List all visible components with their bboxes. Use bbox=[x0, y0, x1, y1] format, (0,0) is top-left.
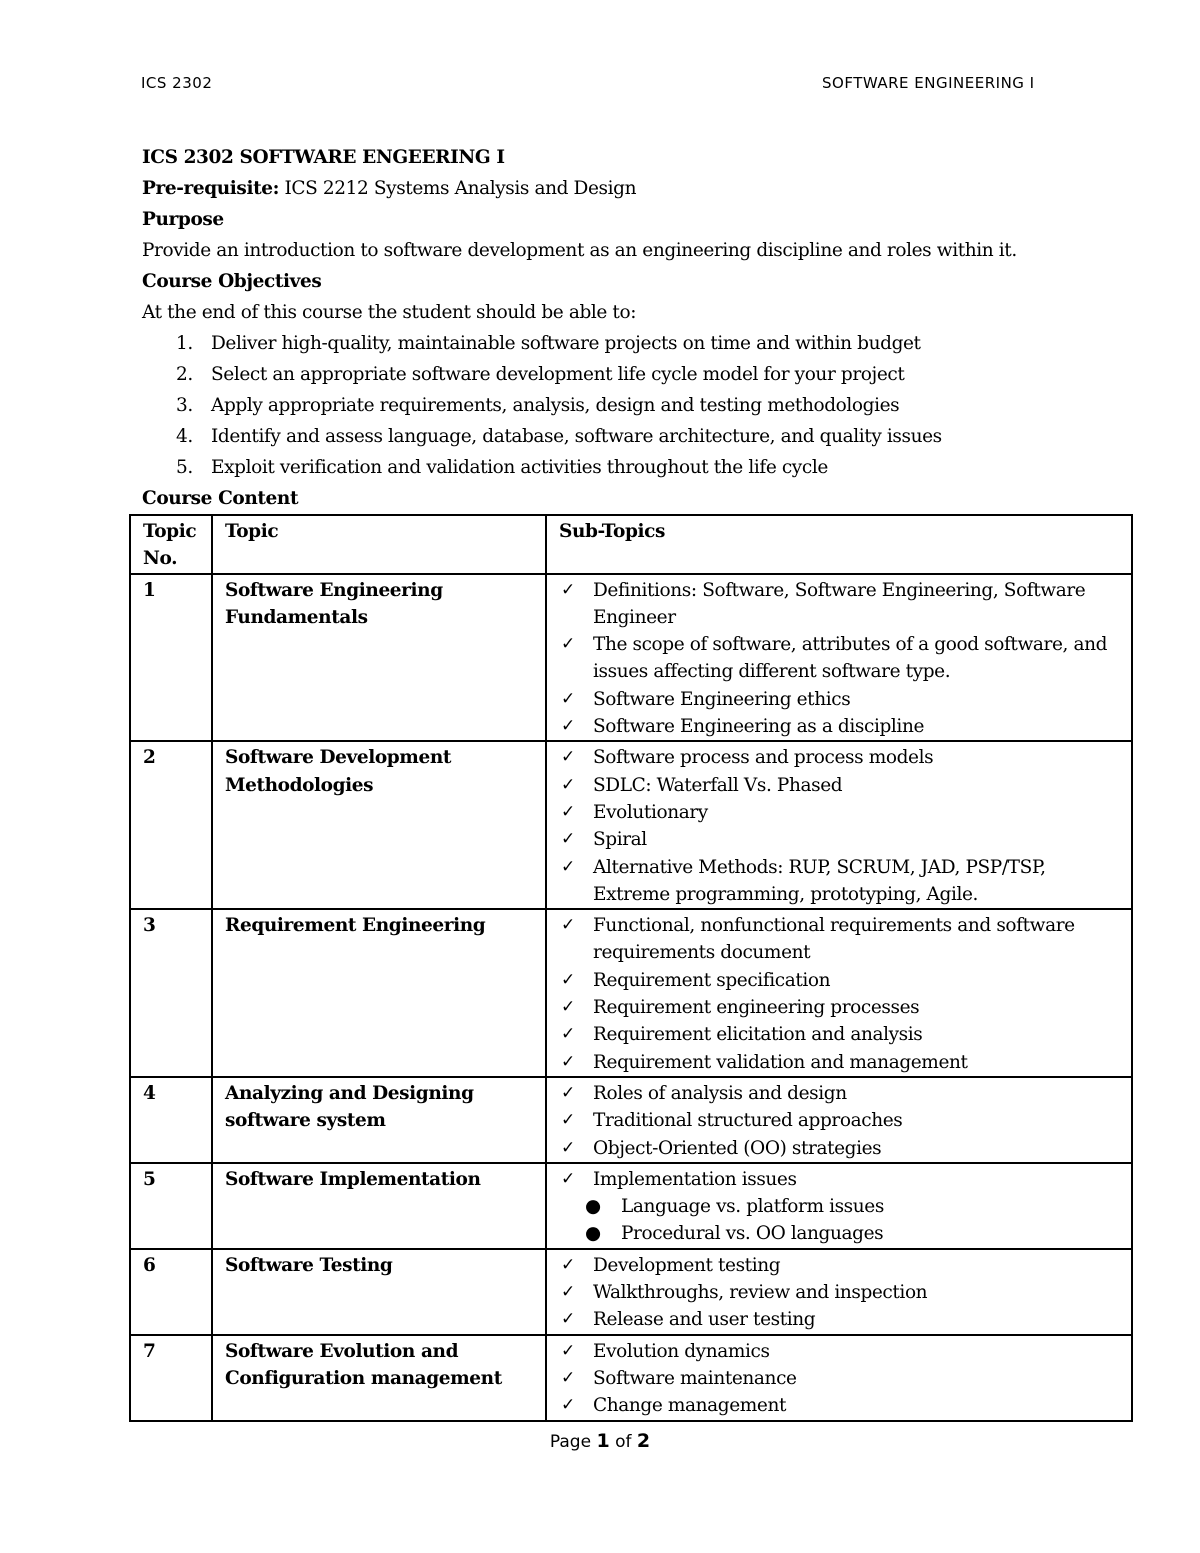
subtopic-text: Traditional structured approaches bbox=[593, 1110, 903, 1132]
prerequisite-line bbox=[142, 173, 1132, 204]
objective-number: 4. bbox=[176, 426, 193, 447]
bullet-icon: ● bbox=[585, 1223, 601, 1245]
subtopic-item bbox=[559, 744, 1119, 771]
subtopic-item bbox=[559, 1392, 1119, 1419]
objective-item bbox=[142, 328, 1132, 359]
checkmark-icon: ✓ bbox=[561, 747, 575, 768]
objective-text: Apply appropriate requirements, analysis, design and testing methodologies bbox=[211, 395, 900, 416]
objective-item bbox=[142, 421, 1132, 452]
table-row bbox=[130, 1163, 1132, 1249]
subtopic-item bbox=[559, 854, 1119, 909]
subtopic-item bbox=[559, 1107, 1119, 1134]
checkmark-icon: ✓ bbox=[561, 1110, 575, 1131]
subtopic-item bbox=[559, 686, 1119, 713]
subtopics-cell bbox=[546, 1077, 1132, 1163]
topic-number-cell: 7 bbox=[130, 1335, 212, 1421]
checkmark-icon: ✓ bbox=[561, 774, 575, 795]
table-row bbox=[130, 741, 1132, 909]
nested-subtopic-item bbox=[559, 1193, 1119, 1220]
checkmark-icon: ✓ bbox=[561, 1395, 575, 1416]
subtopic-text: Definitions: Software, Software Engineering, Software Engineer bbox=[593, 579, 1086, 628]
subtopic-item bbox=[559, 631, 1119, 686]
purpose-text: Provide an introduction to software development as an engineering discipline and roles within it. bbox=[142, 240, 1017, 261]
subtopic-item bbox=[559, 1166, 1119, 1193]
subtopic-text: Evolutionary bbox=[593, 801, 708, 823]
objective-text: Deliver high-quality, maintainable software projects on time and within budget bbox=[211, 333, 921, 354]
checkmark-icon: ✓ bbox=[561, 969, 575, 990]
checkmark-icon: ✓ bbox=[561, 1051, 575, 1072]
objective-item bbox=[142, 359, 1132, 390]
topic-cell: Software Implementation bbox=[212, 1163, 546, 1249]
subtopic-text: Requirement elicitation and analysis bbox=[593, 1024, 923, 1046]
column-header-topic-no: Topic No. bbox=[130, 515, 212, 574]
subtopics-cell bbox=[546, 1335, 1132, 1421]
nested-subtopic-text: Language vs. platform issues bbox=[621, 1196, 884, 1218]
bullet-icon: ● bbox=[585, 1196, 601, 1218]
topic-number-cell: 5 bbox=[130, 1163, 212, 1249]
subtopics-cell bbox=[546, 1163, 1132, 1249]
column-header-topic: Topic bbox=[212, 515, 546, 574]
subtopic-list bbox=[559, 744, 1119, 908]
subtopic-text: Development testing bbox=[593, 1254, 781, 1276]
subtopic-text: Software Engineering as a discipline bbox=[593, 716, 925, 738]
subtopic-text: Walkthroughs, review and inspection bbox=[593, 1282, 928, 1304]
checkmark-icon: ✓ bbox=[561, 801, 575, 822]
topic-number-cell: 3 bbox=[130, 909, 212, 1077]
footer-page-number: 1 bbox=[596, 1430, 610, 1452]
subtopic-item bbox=[559, 1279, 1119, 1306]
checkmark-icon: ✓ bbox=[561, 856, 575, 877]
subtopic-text: The scope of software, attributes of a good software, and issues affecting different software type. bbox=[593, 634, 1108, 683]
objective-text: Exploit verification and validation activities throughout the life cycle bbox=[211, 457, 828, 478]
subtopic-text: Object-Oriented (OO) strategies bbox=[593, 1137, 882, 1159]
header-course-code: ICS 2302 bbox=[141, 74, 213, 92]
subtopic-item bbox=[559, 799, 1119, 826]
topic-cell: Requirement Engineering bbox=[212, 909, 546, 1077]
subtopic-item bbox=[559, 1080, 1119, 1107]
nested-subtopic-item bbox=[559, 1220, 1119, 1247]
page-footer bbox=[0, 1430, 1200, 1452]
checkmark-icon: ✓ bbox=[561, 1309, 575, 1330]
topic-cell: Analyzing and Designing software system bbox=[212, 1077, 546, 1163]
topic-cell: Software Testing bbox=[212, 1249, 546, 1335]
objective-number: 3. bbox=[176, 395, 193, 416]
topic-number-cell: 4 bbox=[130, 1077, 212, 1163]
topic-cell: Software Engineering Fundamentals bbox=[212, 574, 546, 742]
subtopics-cell bbox=[546, 1249, 1132, 1335]
subtopic-text: Requirement validation and management bbox=[593, 1051, 968, 1073]
table-row bbox=[130, 1077, 1132, 1163]
header-course-title: SOFTWARE ENGINEERING I bbox=[822, 74, 1035, 92]
checkmark-icon: ✓ bbox=[561, 716, 575, 737]
subtopic-list bbox=[559, 1080, 1119, 1162]
subtopic-item bbox=[559, 1338, 1119, 1365]
objective-item bbox=[142, 452, 1132, 483]
subtopic-list bbox=[559, 577, 1119, 741]
subtopic-item bbox=[559, 826, 1119, 853]
subtopic-item bbox=[559, 1365, 1119, 1392]
prerequisite-label: Pre-requisite: bbox=[142, 178, 280, 199]
checkmark-icon: ✓ bbox=[561, 997, 575, 1018]
subtopic-item bbox=[559, 1135, 1119, 1162]
footer-of-word: of bbox=[609, 1432, 637, 1452]
subtopic-item bbox=[559, 1252, 1119, 1279]
checkmark-icon: ✓ bbox=[561, 1254, 575, 1275]
objective-number: 1. bbox=[176, 333, 193, 354]
subtopic-text: Alternative Methods: RUP, SCRUM, JAD, PSP/TSP, Extreme programming, prototyping, Agile. bbox=[593, 856, 1046, 905]
checkmark-icon: ✓ bbox=[561, 829, 575, 850]
subtopic-item bbox=[559, 772, 1119, 799]
subtopic-item bbox=[559, 1049, 1119, 1076]
checkmark-icon: ✓ bbox=[561, 1137, 575, 1158]
subtopic-text: Change management bbox=[593, 1395, 787, 1417]
subtopic-text: Software Engineering ethics bbox=[593, 688, 851, 710]
topic-number-cell: 1 bbox=[130, 574, 212, 742]
subtopic-text: Requirement specification bbox=[593, 969, 831, 991]
checkmark-icon: ✓ bbox=[561, 1367, 575, 1388]
checkmark-icon: ✓ bbox=[561, 1282, 575, 1303]
subtopic-item bbox=[559, 994, 1119, 1021]
table-row bbox=[130, 1335, 1132, 1421]
footer-page-word: Page bbox=[549, 1432, 597, 1452]
subtopic-list bbox=[559, 1338, 1119, 1420]
document-body bbox=[142, 142, 1132, 514]
subtopic-item bbox=[559, 713, 1119, 740]
subtopics-cell bbox=[546, 909, 1132, 1077]
subtopics-cell bbox=[546, 574, 1132, 742]
subtopic-text: SDLC: Waterfall Vs. Phased bbox=[593, 774, 843, 796]
subtopic-item bbox=[559, 967, 1119, 994]
column-header-subtopics: Sub-Topics bbox=[546, 515, 1132, 574]
table-row bbox=[130, 909, 1132, 1077]
content-heading: Course Content bbox=[142, 488, 299, 509]
checkmark-icon: ✓ bbox=[561, 579, 575, 600]
subtopic-text: Software process and process models bbox=[593, 747, 934, 769]
checkmark-icon: ✓ bbox=[561, 1082, 575, 1103]
subtopic-text: Software maintenance bbox=[593, 1367, 797, 1389]
topic-cell: Software Evolution and Configuration management bbox=[212, 1335, 546, 1421]
nested-subtopic-list bbox=[559, 1193, 1119, 1248]
subtopic-text: Roles of analysis and design bbox=[593, 1082, 847, 1104]
objective-text: Identify and assess language, database, software architecture, and quality issues bbox=[211, 426, 942, 447]
topic-number-cell: 6 bbox=[130, 1249, 212, 1335]
objective-text: Select an appropriate software development life cycle model for your project bbox=[211, 364, 905, 385]
topic-cell: Software Development Methodologies bbox=[212, 741, 546, 909]
checkmark-icon: ✓ bbox=[561, 688, 575, 709]
subtopic-item bbox=[559, 1306, 1119, 1333]
subtopics-cell bbox=[546, 741, 1132, 909]
subtopic-text: Requirement engineering processes bbox=[593, 997, 920, 1019]
objective-number: 5. bbox=[176, 457, 193, 478]
prerequisite-value: ICS 2212 Systems Analysis and Design bbox=[279, 178, 637, 199]
subtopic-text: Release and user testing bbox=[593, 1309, 816, 1331]
subtopic-item bbox=[559, 1021, 1119, 1048]
objectives-intro: At the end of this course the student should be able to: bbox=[142, 302, 637, 323]
subtopic-list bbox=[559, 912, 1119, 1076]
checkmark-icon: ✓ bbox=[561, 634, 575, 655]
page-title: ICS 2302 SOFTWARE ENGEERING I bbox=[142, 147, 505, 168]
subtopic-text: Spiral bbox=[593, 829, 647, 851]
subtopic-list bbox=[559, 1252, 1119, 1334]
subtopic-text: Implementation issues bbox=[593, 1168, 797, 1190]
checkmark-icon: ✓ bbox=[561, 1340, 575, 1361]
course-content-table bbox=[129, 514, 1133, 1422]
table-header-row bbox=[130, 515, 1132, 574]
objective-number: 2. bbox=[176, 364, 193, 385]
subtopic-list bbox=[559, 1166, 1119, 1193]
footer-page-total: 2 bbox=[636, 1430, 651, 1452]
purpose-heading: Purpose bbox=[142, 209, 224, 230]
topic-number-cell: 2 bbox=[130, 741, 212, 909]
objective-item bbox=[142, 390, 1132, 421]
checkmark-icon: ✓ bbox=[561, 1168, 575, 1189]
objectives-list bbox=[142, 328, 1132, 483]
subtopic-text: Evolution dynamics bbox=[593, 1340, 770, 1362]
subtopic-item bbox=[559, 912, 1119, 967]
table-row bbox=[130, 1249, 1132, 1335]
table-row bbox=[130, 574, 1132, 742]
subtopic-item bbox=[559, 577, 1119, 632]
nested-subtopic-text: Procedural vs. OO languages bbox=[621, 1223, 884, 1245]
checkmark-icon: ✓ bbox=[561, 915, 575, 936]
objectives-heading: Course Objectives bbox=[142, 271, 322, 292]
subtopic-text: Functional, nonfunctional requirements and software requirements document bbox=[593, 915, 1075, 964]
checkmark-icon: ✓ bbox=[561, 1024, 575, 1045]
